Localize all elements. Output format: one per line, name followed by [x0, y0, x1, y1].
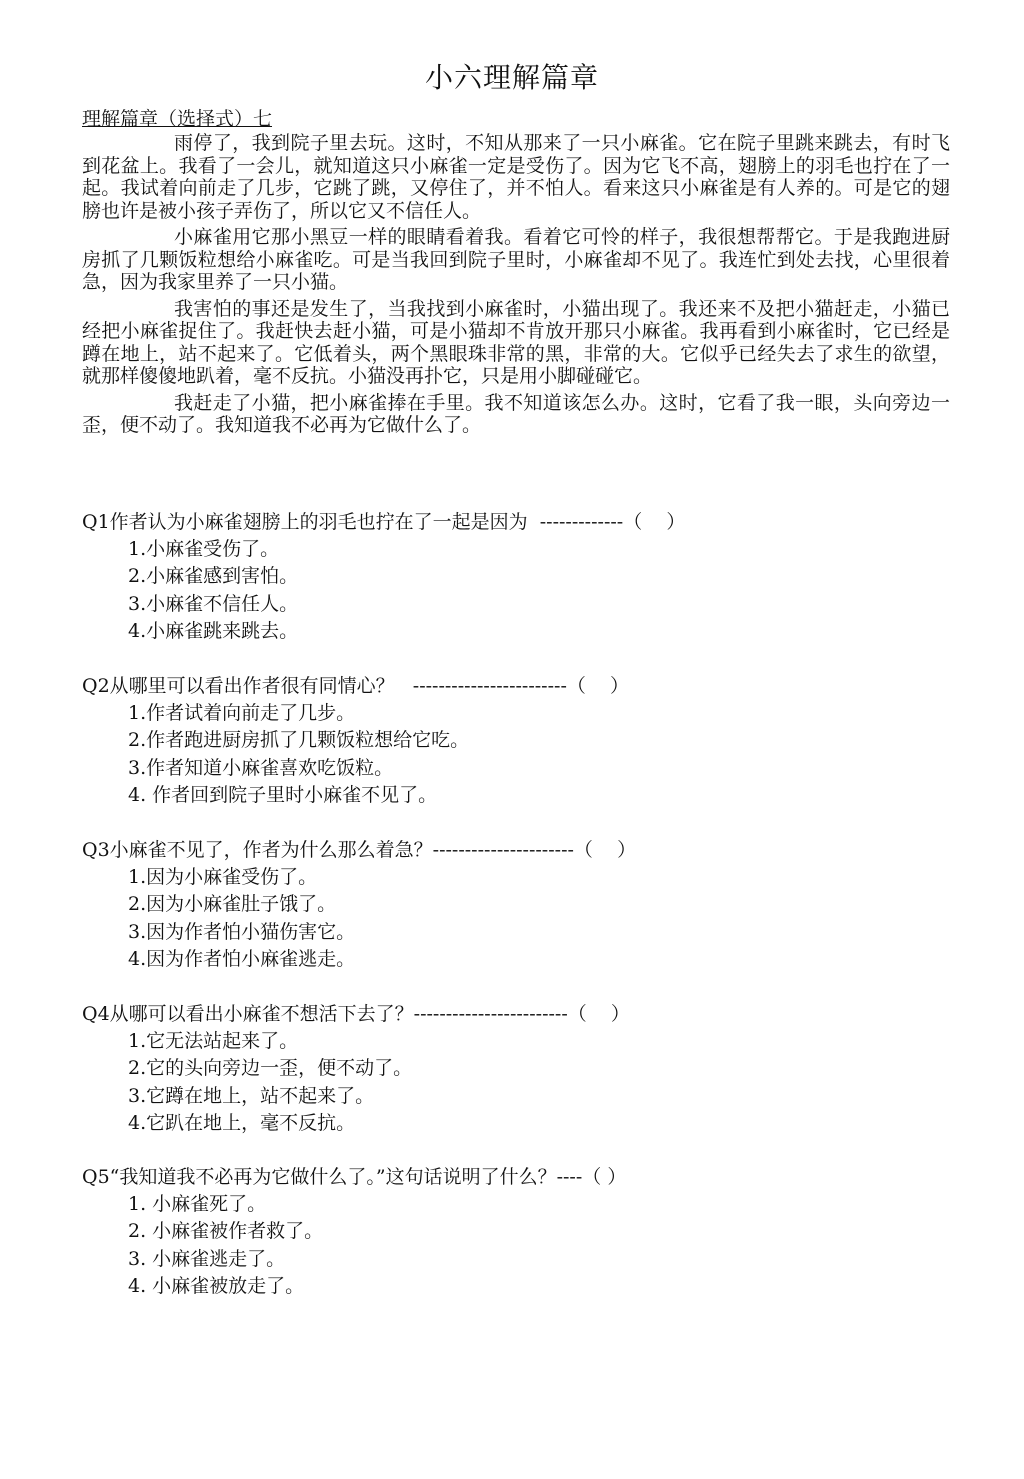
- question-4-option-1: 1.它无法站起来了。: [128, 1030, 299, 1052]
- question-5-option-3: 3. 小麻雀逃走了。: [128, 1247, 286, 1270]
- reading-passage: [82, 132, 950, 441]
- question-1-option-3: 3.小麻雀不信任人。: [128, 592, 299, 615]
- question-1-option-4: 4.小麻雀跳来跳去。: [128, 619, 299, 642]
- question-3-option-3: 3.因为作者怕小猫伤害它。: [128, 920, 356, 943]
- question-2-option-1: 1.作者试着向前走了几步。: [128, 702, 356, 724]
- question-3-option-2: 2.因为小麻雀肚子饿了。: [128, 893, 337, 916]
- question-3-stem: Q3小麻雀不见了，作者为什么那么着急？----------------------（ ）: [82, 839, 637, 861]
- passage-paragraph-3: 我害怕的事还是发生了，当我找到小麻雀时，小猫出现了。我还来不及把小猫赶走，小猫已经把小麻雀捉住了。我赶快去赶小猫，可是小猫却不肯放开那只小麻雀。我再看到小麻雀时，它已经是蹲在地上，站不起来了。它低着头，两个黑眼珠非常的黑，非常的大。它似乎已经失去了求生的欲望，就那样傻傻地趴着，毫不反抗。小猫没再扑它，只是用小脚碰碰它。: [82, 297, 950, 387]
- question-5-option-2: 2. 小麻雀被作者救了。: [128, 1220, 324, 1243]
- question-2-option-2: 2.作者跑进厨房抓了几颗饭粒想给它吃。: [128, 729, 470, 752]
- question-2-stem: Q2从哪里可以看出作者很有同情心？ ------------------------（ ）: [82, 675, 630, 697]
- question-5-stem: Q5“我知道我不必再为它做什么了。”这句话说明了什么？----（ ）: [82, 1166, 627, 1188]
- question-4-option-4: 4.它趴在地上，毫不反抗。: [128, 1111, 356, 1134]
- question-4-option-2: 2.它的头向旁边一歪，便不动了。: [128, 1057, 413, 1080]
- question-4-options: [128, 1028, 962, 1137]
- question-1-option-2: 2.小麻雀感到害怕。: [128, 565, 299, 588]
- question-2: [82, 672, 962, 809]
- question-3-option-1: 1.因为小麻雀受伤了。: [128, 866, 318, 888]
- question-5-options: [128, 1191, 962, 1300]
- passage-paragraph-2: 小麻雀用它那小黑豆一样的眼睛看着我。看着它可怜的样子，我很想帮帮它。于是我跑进厨房抓了几颗饭粒想给小麻雀吃。可是当我回到院子里时，小麻雀却不见了。我连忙到处去找，心里很着急，因为我家里养了一只小猫。: [82, 226, 950, 293]
- question-3-options: [128, 864, 962, 973]
- question-3: [82, 836, 962, 973]
- question-2-options: [128, 700, 962, 809]
- passage-paragraph-1: 雨停了，我到院子里去玩。这时，不知从那来了一只小麻雀。它在院子里跳来跳去，有时飞到花盆上。我看了一会儿，就知道这只小麻雀一定是受伤了。因为它飞不高，翅膀上的羽毛也拧在了一起。我试着向前走了几步，它跳了跳，又停住了，并不怕人。看来这只小麻雀是有人养的。可是它的翅膀也许是被小孩子弄伤了，所以它又不信任人。: [82, 132, 950, 222]
- passage-paragraph-4: 我赶走了小猫，把小麻雀捧在手里。我不知道该怎么办。这时，它看了我一眼，头向旁边一歪，便不动了。我知道我不必再为它做什么了。: [82, 391, 950, 436]
- question-1: [82, 508, 962, 645]
- question-2-option-3: 3.作者知道小麻雀喜欢吃饭粒。: [128, 756, 394, 779]
- question-4-stem: Q4从哪可以看出小麻雀不想活下去了？------------------------（ ）: [82, 1003, 630, 1025]
- question-5: [82, 1163, 962, 1300]
- question-1-options: [128, 536, 962, 645]
- question-3-option-4: 4.因为作者怕小麻雀逃走。: [128, 947, 356, 970]
- question-5-option-1: 1. 小麻雀死了。: [128, 1193, 267, 1215]
- question-1-option-1: 1.小麻雀受伤了。: [128, 538, 280, 560]
- question-2-option-4: 4. 作者回到院子里时小麻雀不见了。: [128, 783, 438, 806]
- page-title: 小六理解篇章: [424, 61, 599, 94]
- question-4: [82, 1000, 962, 1137]
- section-subtitle: 理解篇章（选择式）七: [82, 108, 273, 130]
- question-4-option-3: 3.它蹲在地上，站不起来了。: [128, 1084, 375, 1107]
- question-1-stem: Q1作者认为小麻雀翅膀上的羽毛也拧在了一起是因为 -------------（ ）: [82, 511, 686, 533]
- question-5-option-4: 4. 小麻雀被放走了。: [128, 1274, 305, 1297]
